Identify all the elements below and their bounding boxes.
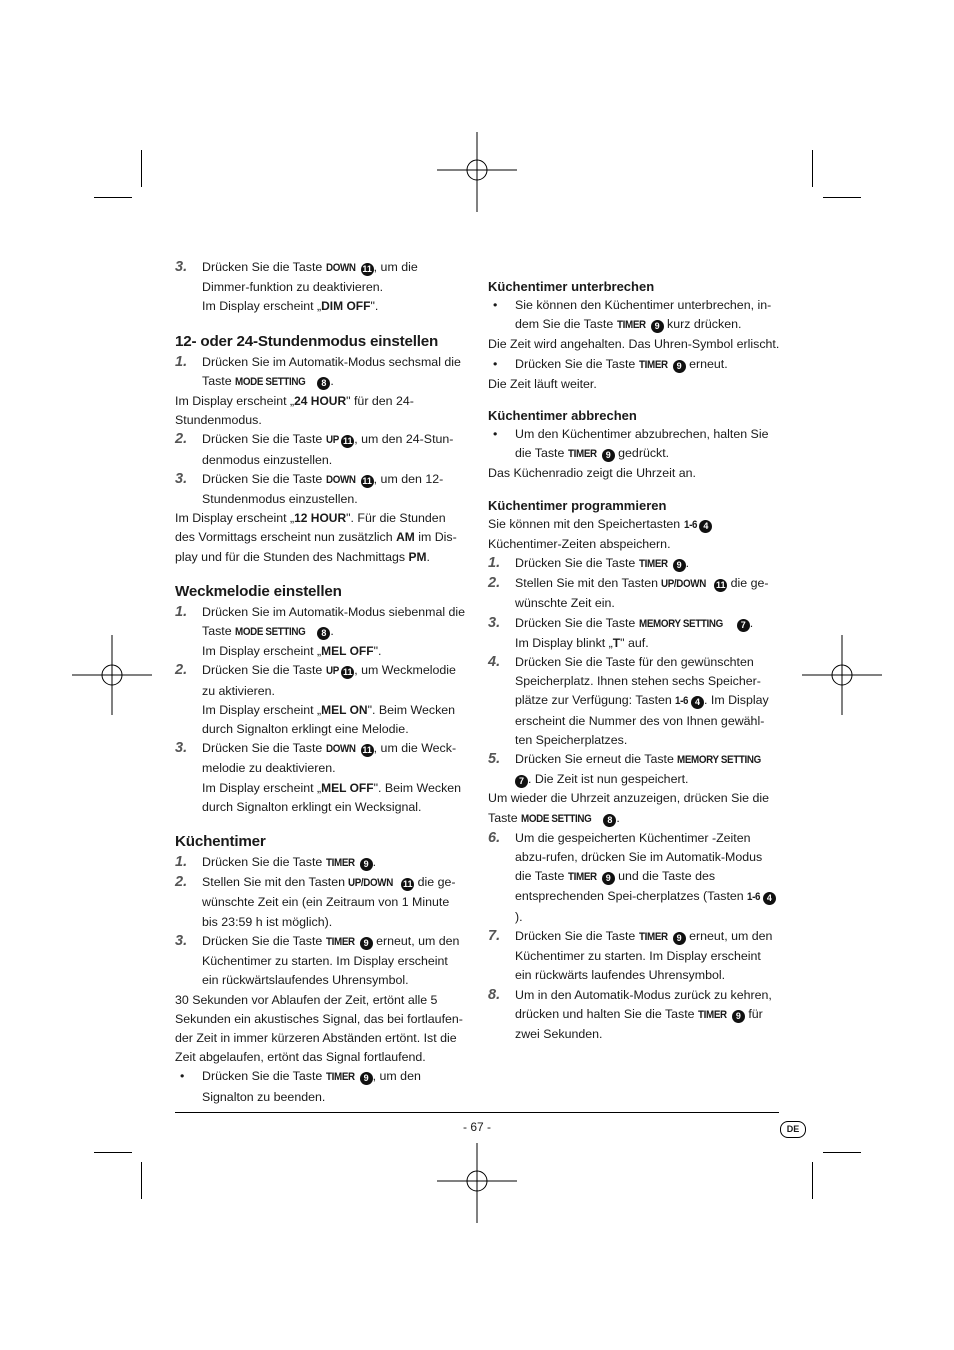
step-text: Drücken Sie die Taste xyxy=(202,432,326,447)
display-text: ". xyxy=(370,299,379,314)
display-value: DIM OFF xyxy=(321,299,371,314)
step-3 xyxy=(175,932,467,991)
display-value: MEL OFF xyxy=(321,644,374,659)
callout-number: 11 xyxy=(342,436,353,447)
step-number: 2. xyxy=(488,575,501,592)
crop-mark xyxy=(141,1162,142,1199)
step-number: 2. xyxy=(175,431,188,448)
key-label: TIMER xyxy=(616,319,646,332)
step-number: 2. xyxy=(175,662,188,679)
step-text: Um die gespeicherten Küchentimer -Zeiten abzu-rufen, drücken Sie im Automatik-Modus die Taste xyxy=(515,830,763,884)
callout-number: 8 xyxy=(603,814,616,827)
display-text: Im Display erscheint „ xyxy=(202,299,322,314)
step-text: die ge-wünschte Zeit ein. xyxy=(515,576,769,611)
bullet-item xyxy=(488,296,780,335)
registration-mark-right xyxy=(802,635,882,715)
step-number: 5. xyxy=(488,751,501,768)
key-label: TIMER xyxy=(325,857,355,870)
text: Drücken Sie die Taste xyxy=(515,356,639,371)
step-text: Drücken Sie die Taste xyxy=(515,928,639,943)
step-3 xyxy=(175,470,467,509)
text: " für den 24-Stundenmodus. xyxy=(175,394,414,428)
paragraph xyxy=(488,789,780,828)
callout-number: 9 xyxy=(732,1010,745,1023)
step-text: , um die Weck-melodie zu deaktivieren. xyxy=(202,741,457,776)
key-label: TIMER xyxy=(325,935,355,948)
callout-number: 9 xyxy=(602,872,615,885)
display-text: Im Display erscheint „ xyxy=(202,644,322,659)
callout-number: 8 xyxy=(317,627,330,640)
text: Drücken Sie die Taste xyxy=(202,1069,326,1084)
callout-number: 11 xyxy=(402,879,413,890)
step-number: 3. xyxy=(175,259,188,275)
step-text: Drücken Sie die Taste xyxy=(202,933,326,948)
callout-number: 11 xyxy=(715,580,726,591)
registration-mark-bottom xyxy=(437,1143,517,1223)
step-text: . xyxy=(330,373,334,388)
display-text: ". Beim Wecken durch Signalton erklingt eine Melodie. xyxy=(202,702,456,737)
left-column xyxy=(175,258,467,1107)
key-label: TIMER xyxy=(567,448,597,461)
display-value: T xyxy=(612,635,621,650)
step-3-dimmer xyxy=(175,258,467,317)
callout-number: 9 xyxy=(360,1072,373,1085)
key-label: 1-6 xyxy=(675,695,689,708)
crop-mark xyxy=(823,197,861,198)
registration-mark-left xyxy=(72,635,152,715)
text: Um wieder die Uhrzeit anzuzeigen, drücken Sie die Taste xyxy=(488,791,769,825)
step-text: Um in den Automatik-Modus zurück zu kehren, drücken und halten Sie die Taste xyxy=(515,987,772,1021)
paragraph xyxy=(175,509,467,567)
key-label: TIMER xyxy=(638,558,668,571)
step-3 xyxy=(488,614,780,653)
crop-mark xyxy=(141,150,142,187)
step-text: Drücken Sie die Taste xyxy=(515,556,639,571)
step-number: 3. xyxy=(175,932,188,949)
paragraph: 30 Sekunden vor Ablaufen der Zeit, ertönt alle 5 Sekunden ein akustisches Signal, das bei fortlaufen-der Zeit in immer kürzeren Abständen ertönt. Ist die Zeit abgelaufen, ertönt das Signal fortlaufend. xyxy=(175,992,463,1065)
step-text: Drücken Sie die Taste xyxy=(515,615,639,630)
key-label: UP/DOWN xyxy=(348,877,394,890)
section-title: Weckmelodie einstellen xyxy=(175,582,342,600)
subsection-title: Küchentimer programmieren xyxy=(488,497,667,513)
step-6 xyxy=(488,829,780,927)
key-label: TIMER xyxy=(325,1071,355,1084)
callout-number: 4 xyxy=(763,892,776,905)
step-1 xyxy=(488,554,780,574)
step-text: . Im Display erscheint die Nummer des von Ihnen gewähl-ten Speicherplatzes. xyxy=(515,693,769,747)
callout-number: 9 xyxy=(360,937,373,950)
step-text: Drücken Sie im Automatik-Modus sechsmal die Taste xyxy=(202,354,461,388)
footer-rule xyxy=(175,1112,779,1113)
callout-number: 9 xyxy=(673,559,686,572)
step-text: Drücken Sie die Taste xyxy=(202,855,326,870)
key-label: MEMORY SETTING xyxy=(638,617,723,630)
step-text: Drücken Sie die Taste xyxy=(202,471,326,486)
step-text: ). xyxy=(515,909,523,924)
crop-mark xyxy=(94,1152,132,1153)
step-2 xyxy=(488,574,780,613)
callout-number: 11 xyxy=(362,745,372,756)
callout-number: 7 xyxy=(737,619,750,632)
bullet-item xyxy=(175,1067,467,1106)
step-text: Stellen Sie mit den Tasten xyxy=(202,875,349,890)
step-3 xyxy=(175,739,467,817)
key-label: MODE SETTING xyxy=(235,626,306,639)
crop-mark xyxy=(812,150,813,187)
key-label: UP xyxy=(325,434,339,447)
text: . xyxy=(616,810,620,825)
registration-mark-top xyxy=(437,132,517,212)
step-number: 2. xyxy=(175,874,188,891)
key-label: DOWN xyxy=(325,473,356,486)
text: Küchentimer-Zeiten abspeichern. xyxy=(488,536,671,551)
step-number: 3. xyxy=(175,470,188,487)
display-value: MEL OFF xyxy=(321,780,374,795)
callout-number: 9 xyxy=(602,449,615,462)
step-text: die ge-wünschte Zeit ein (ein Zeitraum von 1 Minute bis 23:59 h ist möglich). xyxy=(202,875,456,929)
paragraph: Das Küchenradio zeigt die Uhrzeit an. xyxy=(488,466,697,481)
step-number: 7. xyxy=(488,927,501,944)
crop-mark xyxy=(812,1162,813,1199)
step-text: Drücken Sie im Automatik-Modus siebenmal die Taste xyxy=(202,604,466,639)
text: kurz drücken. xyxy=(663,317,742,332)
paragraph: Die Zeit läuft weiter. xyxy=(488,376,597,391)
callout-number: 9 xyxy=(673,932,686,945)
display-value: 12 HOUR xyxy=(294,511,347,526)
section-title: Küchentimer xyxy=(175,833,266,851)
callout-number: 8 xyxy=(317,377,330,390)
step-number: 1. xyxy=(175,353,188,370)
display-text: Im Display blinkt „ xyxy=(515,635,613,650)
text: Im Display erscheint „ xyxy=(175,511,295,526)
step-5 xyxy=(488,750,780,789)
display-text: ". xyxy=(373,644,382,659)
callout-number: 9 xyxy=(360,858,373,871)
text: gedrückt. xyxy=(614,446,670,461)
key-label: UP xyxy=(325,665,339,678)
right-column xyxy=(488,258,780,1044)
step-text: Drücken Sie die Taste für den gewünschten Speicherplatz. Ihnen stehen sechs Speicher-plätze zur Verfügung: Tasten xyxy=(515,655,761,708)
paragraph xyxy=(488,515,780,554)
step-text: Drücken Sie die Taste xyxy=(202,741,326,756)
key-label: TIMER xyxy=(567,871,597,884)
step-1 xyxy=(175,353,467,392)
text: , um den Signalton zu beenden. xyxy=(202,1069,421,1104)
step-2 xyxy=(175,661,467,739)
callout-number: 11 xyxy=(362,264,372,274)
paragraph: Die Zeit wird angehalten. Das Uhren-Symbol erlischt. xyxy=(488,337,780,352)
step-text: Drücken Sie die Taste xyxy=(202,663,326,678)
display-text: Im Display erscheint „ xyxy=(202,780,322,795)
step-text: Drücken Sie erneut die Taste xyxy=(515,752,678,767)
step-text: und die Taste des entsprechenden Spei-cherplatzes (Tasten xyxy=(515,869,748,904)
key-label: TIMER xyxy=(698,1008,727,1021)
text: Sie können den Küchentimer unterbrechen, in-dem Sie die Taste xyxy=(515,298,772,332)
step-4 xyxy=(488,653,780,750)
text: Um den Küchentimer abzubrechen, halten Sie die Taste xyxy=(515,427,769,461)
subsection-title: Küchentimer abbrechen xyxy=(488,408,637,424)
step-text: . xyxy=(372,855,377,870)
key-label: 1-6 xyxy=(683,518,697,531)
text: im Dis-play und für die Stunden des Nachmittags xyxy=(175,530,457,564)
crop-mark xyxy=(94,197,132,198)
key-label: MODE SETTING xyxy=(235,375,306,388)
callout-number: 4 xyxy=(691,696,704,709)
key-label: DOWN xyxy=(325,262,356,274)
step-text: Drücken Sie die Taste xyxy=(202,260,326,274)
page-number: - 67 - xyxy=(462,1120,491,1134)
bullet-item xyxy=(488,355,780,375)
text: ". Für die Stunden des Vormittags erscheint nun zusätzlich xyxy=(175,511,446,545)
step-text: . Die Zeit ist nun gespeichert. xyxy=(528,772,689,787)
step-number: 1. xyxy=(175,854,188,871)
bullet-item xyxy=(488,425,780,464)
step-text: erneut, um den Küchentimer zu starten. Im Display erscheint ein rückwärtslaufendes Uhrensymbol. xyxy=(202,933,460,988)
step-text: . xyxy=(749,615,754,630)
step-7 xyxy=(488,927,780,986)
key-label: DOWN xyxy=(325,743,356,756)
step-2 xyxy=(175,430,467,469)
text: Im Display erscheint „ xyxy=(175,394,295,409)
text: erneut. xyxy=(685,356,728,371)
display-text: " auf. xyxy=(620,635,649,650)
subsection-title: Küchentimer unterbrechen xyxy=(488,279,655,294)
key-label: TIMER xyxy=(638,930,668,943)
display-value: MEL ON xyxy=(321,702,368,717)
callout-number: 9 xyxy=(651,320,664,333)
step-text: Stellen Sie mit den Tasten xyxy=(515,576,662,591)
step-text: , um Weckmelodie zu aktivieren. xyxy=(202,663,456,698)
callout-number: 11 xyxy=(362,475,372,486)
step-number: 8. xyxy=(488,986,501,1003)
callout-number: 9 xyxy=(673,360,686,373)
callout-number: 4 xyxy=(699,520,712,533)
step-number: 1. xyxy=(175,603,188,620)
key-label: MODE SETTING xyxy=(521,812,592,825)
step-number: 4. xyxy=(488,654,501,671)
key-label: 1-6 xyxy=(747,891,761,904)
step-number: 3. xyxy=(488,614,501,631)
key-label: TIMER xyxy=(638,358,668,371)
text: . xyxy=(426,549,430,564)
language-badge: DE xyxy=(780,1121,806,1138)
callout-number: 11 xyxy=(342,667,353,678)
display-text: Im Display erscheint „ xyxy=(202,702,322,717)
display-text: ". Beim Wecken durch Signalton erklingt ein Wecksignal. xyxy=(202,780,462,814)
step-1 xyxy=(175,853,467,873)
crop-mark xyxy=(823,1152,861,1153)
callout-number: 7 xyxy=(515,775,528,788)
step-number: 6. xyxy=(488,829,501,846)
step-text: . xyxy=(685,556,690,571)
step-text: für zwei Sekunden. xyxy=(515,1006,763,1041)
display-value: 24 HOUR xyxy=(294,394,347,409)
step-number: 1. xyxy=(488,555,501,572)
step-1 xyxy=(175,603,467,662)
display-value: AM xyxy=(396,530,415,545)
step-number: 3. xyxy=(175,740,188,757)
step-text: . xyxy=(330,624,334,639)
step-8 xyxy=(488,986,780,1045)
step-2 xyxy=(175,873,467,932)
text: Sie können mit den Speichertasten xyxy=(488,516,684,531)
paragraph xyxy=(175,392,467,430)
key-label: MEMORY SETTING xyxy=(677,754,762,767)
section-title: 12- oder 24-Stundenmodus einstellen xyxy=(175,332,439,350)
step-text: erneut, um den Küchentimer zu starten. Im Display erscheint ein rückwärts laufendes Uhrensymbol. xyxy=(515,928,773,983)
display-value: PM xyxy=(408,549,427,564)
step-text: , um den 12-Stundenmodus einzustellen. xyxy=(202,471,444,507)
step-text: , um die Dimmer-funktion zu deaktivieren. xyxy=(202,260,418,295)
step-text: , um den 24-Stun-denmodus einzustellen. xyxy=(202,432,454,467)
key-label: UP/DOWN xyxy=(661,578,707,591)
